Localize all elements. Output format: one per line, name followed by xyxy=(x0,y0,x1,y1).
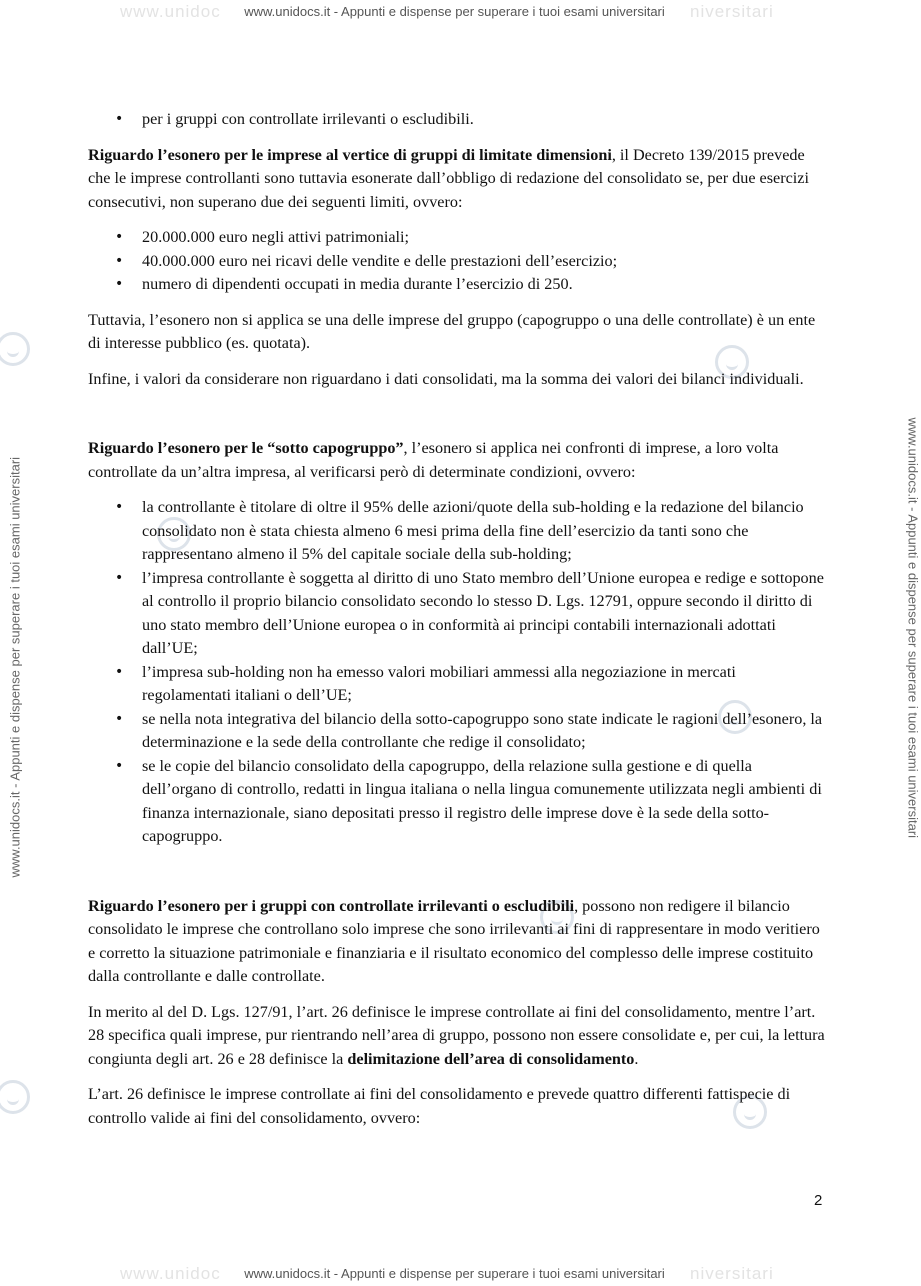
bold-term: delimitazione dell’area di consolidamento xyxy=(347,1049,635,1068)
bullet-list-conditions xyxy=(88,496,828,849)
paragraph-controllate-irrilevanti xyxy=(88,895,828,989)
list-item: • se le copie del bilancio consolidato della capogruppo, della relazione sulla gestione e di quella dell’organo di controllo, redatti in lingua italiana o nella lingua comunemente utilizzata negli ambienti di finanza internazionale, siano depositati presso il registro delle imprese dove è la sede della sotto-capogruppo. xyxy=(142,755,828,849)
paragraph-art-26-28 xyxy=(88,1001,828,1072)
watermark-logo-icon xyxy=(0,1080,30,1114)
footer-banner xyxy=(0,1266,909,1281)
page-number: 2 xyxy=(814,1192,823,1209)
paragraph-text: , l’esonero si applica nei confronti di imprese, a loro volta controllate da un’altra impresa, al verificarsi però di determinate condizioni, ovvero: xyxy=(88,439,779,481)
paragraph-text: . xyxy=(634,1049,639,1068)
side-banner-left xyxy=(8,418,23,878)
footer-ghost-right: niversitari xyxy=(690,1264,774,1283)
header-ghost-right: niversitari xyxy=(690,2,774,21)
footer-banner-text: www.unidocs.it - Appunti e dispense per superare i tuoi esami universitari xyxy=(244,1266,665,1281)
paragraph-art-26: L’art. 26 definisce le imprese controllate ai fini del consolidamento e prevede quattro differenti fattispecie di controllo valide ai fini del consolidamento, ovvero: xyxy=(88,1085,791,1127)
paragraph-text: , il Decreto 139/2015 prevede che le imprese controllanti sono tuttavia esonerate dall’obbligo di redazione del consolidato se, per due esercizi consecutivi, non superano due dei seguenti limiti, ovvero: xyxy=(88,145,809,211)
bullet-list-intro xyxy=(88,108,828,132)
footer-ghost-left: www.unidoc xyxy=(120,1264,221,1283)
paragraph-somma-valori: Infine, i valori da considerare non riguardano i dati consolidati, ma la somma dei valori dei bilanci individuali. xyxy=(88,369,804,388)
paragraph-limitate-dimensioni xyxy=(88,144,828,215)
header-banner xyxy=(0,4,909,19)
header-banner-text: www.unidocs.it - Appunti e dispense per superare i tuoi esami universitari xyxy=(244,4,665,19)
bold-heading: Riguardo l’esonero per i gruppi con controllate irrilevanti o escludibili xyxy=(88,896,575,915)
list-item: • se nella nota integrativa del bilancio della sotto-capogruppo sono state indicate le ragioni dell’esonero, la determinazione e la sede della controllante che redige il consolidato; xyxy=(142,708,828,755)
header-ghost-left: www.unidoc xyxy=(120,2,221,21)
list-item: • l’impresa controllante è soggetta al diritto di uno Stato membro dell’Unione europea e redige e sottopone al controllo il proprio bilancio consolidato secondo lo stesso D. Lgs. 12791, oppure secondo il diritto di uno stato membro dell’Unione europea o in conformità ai principi contabili internazionali adottati dall’UE; xyxy=(142,567,828,661)
list-item: • numero di dipendenti occupati in media durante l’esercizio di 250. xyxy=(142,273,828,297)
list-item: • 40.000.000 euro nei ricavi delle vendite e delle prestazioni dell’esercizio; xyxy=(142,250,828,274)
paragraph-text: In merito al del D. Lgs. 127/91, l’art. 26 definisce le imprese controllate ai fini del consolidamento, mentre l’art. 28 specifica quali imprese, pur rientrando nell’area di gruppo, possono non essere consolidate e, per cui, la lettura congiunta degli art. 26 e 28 definisce la xyxy=(88,1002,825,1068)
side-banner-left-text: www.unidocs.it - Appunti e dispense per superare i tuoi esami universitari xyxy=(7,456,23,878)
paragraph-text: , possono non redigere il bilancio consolidato le imprese che controllano solo imprese che sono irrilevanti ai fini di rappresentare in modo veritiero e corretto la situazione patrimoniale e finanziaria e il risultato economico del complesso delle imprese costituito dalla controllante e dalle controllate. xyxy=(88,896,820,985)
bullet-list-limits xyxy=(88,226,828,297)
list-item: • 20.000.000 euro negli attivi patrimoniali; xyxy=(142,226,828,250)
side-banner-right-text: www.unidocs.it - Appunti e dispense per superare i tuoi esami universitari xyxy=(905,417,921,839)
watermark-logo-icon xyxy=(0,332,30,366)
list-item: • l’impresa sub-holding non ha emesso valori mobiliari ammessi alla negoziazione in mercati regolamentati italiani o dell’UE; xyxy=(142,661,828,708)
list-item: • per i gruppi con controllate irrilevanti o escludibili. xyxy=(142,108,828,132)
bold-heading: Riguardo l’esonero per le “sotto capogruppo” xyxy=(88,439,404,457)
document-body xyxy=(88,108,828,1142)
side-banner-right xyxy=(906,418,921,878)
paragraph-ente-interesse-pubblico: Tuttavia, l’esonero non si applica se una delle imprese del gruppo (capogruppo o una delle controllate) è un ente di interesse pubblico (es. quotata). xyxy=(88,310,816,352)
bold-heading: Riguardo l’esonero per le imprese al vertice di gruppi di limitate dimensioni xyxy=(88,145,612,164)
list-item: • la controllante è titolare di oltre il 95% delle azioni/quote della sub-holding e la redazione del bilancio consolidato non è stata chiesta almeno 6 mesi prima della fine dell’esercizio da tanti sono che rappresentano almeno il 5% del capitale sociale della sub-holding; xyxy=(142,496,828,567)
paragraph-sotto-capogruppo xyxy=(88,437,828,484)
